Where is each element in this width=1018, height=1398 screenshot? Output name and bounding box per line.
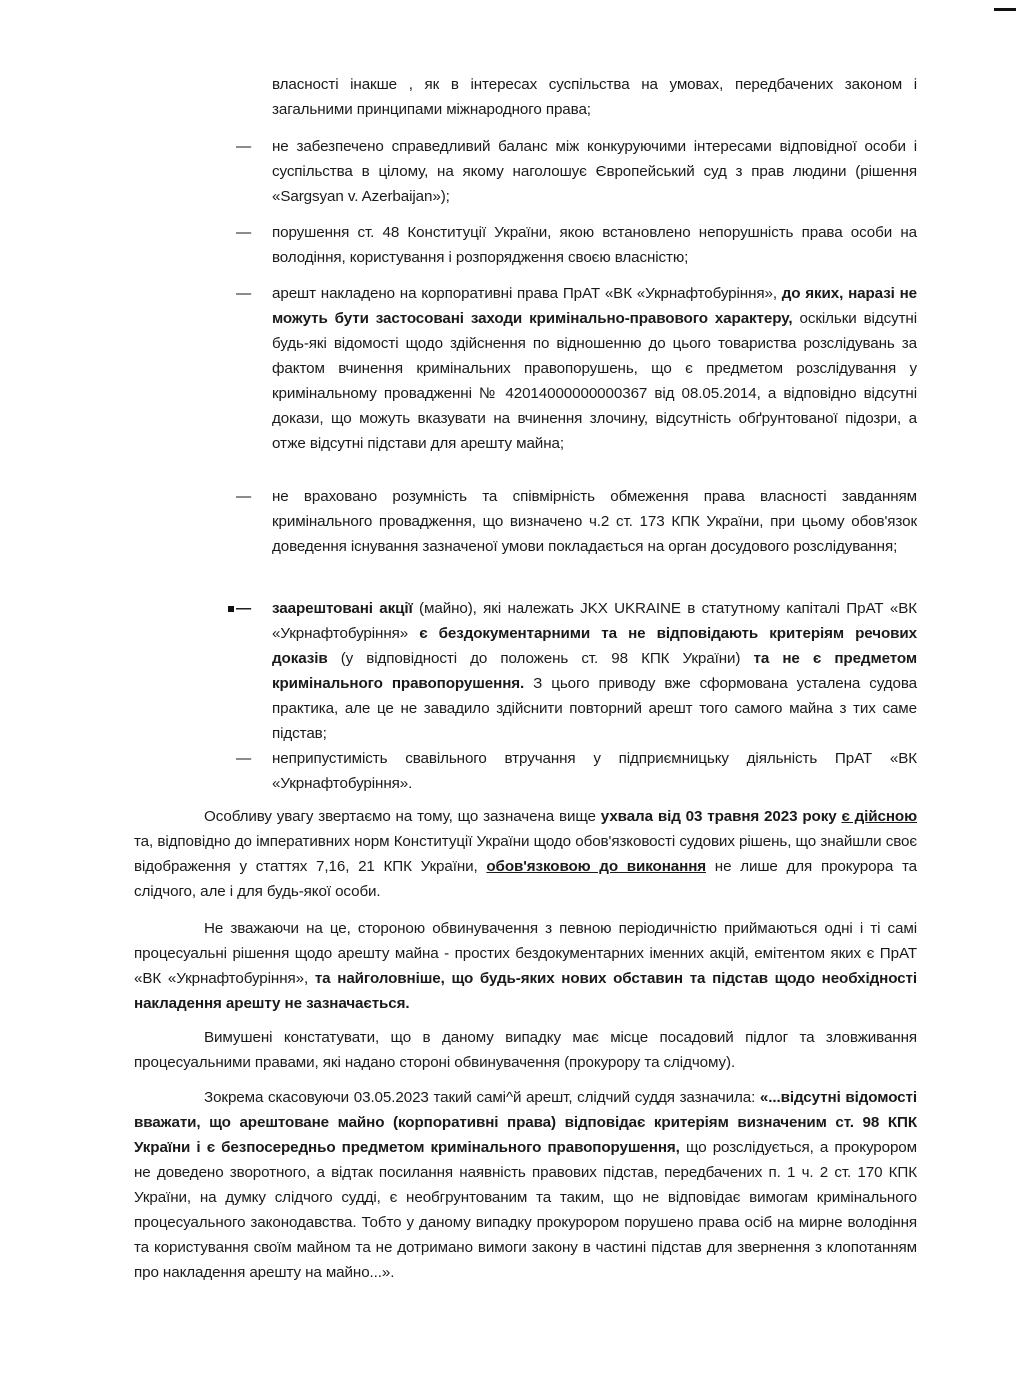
dash-bullet-icon: — bbox=[236, 600, 252, 617]
list-item-text: З цього приводу вже сформована усталена судова практика, але це не завадило здійснити повторний арешт того самого майна з тих саме підстав; bbox=[272, 675, 917, 742]
dash-bullet-icon: — bbox=[236, 224, 252, 241]
paragraph-bold: ухвала від 03 травня 2023 року bbox=[600, 808, 842, 825]
list-item-text: порушення ст. 48 Конституції України, якою встановлено непорушність права особи на володіння, користування і розпорядження своєю власністю; bbox=[272, 224, 917, 266]
dash-bullet-icon: — bbox=[236, 285, 252, 302]
list-item bbox=[236, 746, 917, 796]
list-item-text: оскільки відсутні будь-які відомості щодо здійснення по відношенню до цього товариства розслідувань за фактом вчинення кримінальних правопорушень, що є предметом розслідування у кримінальному провадженні № 42014000000000367 від 08.05.2014, а відповідно відсутні докази, що можуть вказувати на вчинення злочину, відсутність обґрунтованої підозри, а отже відсутні підстави для арешту майна; bbox=[272, 310, 917, 452]
square-mark-icon bbox=[228, 606, 234, 612]
paragraph-underline: обов'язковою до виконання bbox=[486, 858, 707, 875]
continuation-text: власності інакше , як в інтересах суспільства на умовах, передбачених законом і загальними принципами міжнародного права; bbox=[272, 76, 917, 118]
paragraph-text: та, відповідно до імперативних норм Конституції України щодо обов'язковості судових рішень, що знайшли своє відображення у статтях 7,16, 21 КПК України, bbox=[134, 833, 917, 875]
body-paragraph bbox=[134, 916, 917, 1016]
paragraph-text: Зокрема скасовуючи 03.05.2023 такий самі^й арешт, слідчий суддя зазначила: bbox=[204, 1089, 760, 1106]
paragraph-text: що розслідується, а прокурором не доведено зворотного, а відтак посилання наявність правових підстав, передбачених п. 1 ч. 2 ст. 170 КПК України, на думку слідчого судді, є необгрунтованим та таким, що не відповідає вимогам кримінального процесуального законодавства. Тобто у даному випадку прокурором порушено права осіб на мирне володіння та користування своїм майном та не дотримано вимоги закону в частині підстав для звернення з клопотанням про накладення арешту на майно...». bbox=[134, 1139, 917, 1281]
dash-bullet-icon: — bbox=[236, 138, 252, 155]
list-item-bold: до яких, наразі не можуть бути застосовані заходи кримінально-правового характеру, bbox=[272, 285, 917, 327]
dash-bullet-icon: — bbox=[236, 488, 252, 505]
list-item-bold: заарештовані акції bbox=[272, 600, 413, 617]
list-item-text: арешт накладено на корпоративні права ПрАТ «ВК «Укрнафтобуріння», bbox=[272, 285, 782, 302]
list-item-text: (майно), які належать JKX UKRAINE в статутному капіталі ПрАТ «ВК «Укрнафтобуріння» bbox=[272, 600, 917, 642]
paragraph-text: Не зважаючи на це, стороною обвинувачення з певною періодичністю приймаються одні і ті самі процесуальні рішення щодо арешту майна - простих бездокументарних іменних акцій, емітентом яких є ПрАТ «ВК «Укрнафтобуріння», bbox=[134, 920, 917, 987]
body-paragraph bbox=[134, 804, 917, 904]
paragraph-bold: та найголовніше, що будь-яких нових обставин та підстав щодо необхідності накладення арешту не зазначається. bbox=[134, 970, 917, 1012]
paragraph-text: Вимушені констатувати, що в даному випадку має місце посадовий підлог та зловживання процесуальними правами, які надано стороні обвинувачення (прокурору та слідчому). bbox=[134, 1029, 917, 1071]
paragraph-bold: «...відсутні відомості вважати, що арештоване майно (корпоративні права) відповідає критеріям визначеним ст. 98 КПК України і є безпосередньо предметом кримінального правопорушення, bbox=[134, 1089, 917, 1156]
list-item bbox=[236, 596, 917, 746]
body-paragraph bbox=[134, 1025, 917, 1075]
list-item bbox=[236, 281, 917, 456]
list-item-text: неприпустимість свавільного втручання у підприємницьку діяльність ПрАТ «ВК «Укрнафтобуріння». bbox=[272, 750, 917, 792]
list-item bbox=[236, 484, 917, 559]
paragraph-underline: є дійсною bbox=[841, 808, 917, 825]
paragraph-text: не лише для прокурора та слідчого, але і для будь-якої особи. bbox=[134, 858, 917, 900]
scan-corner-mark bbox=[994, 8, 1016, 11]
dash-bullet-icon: — bbox=[236, 750, 252, 767]
paragraph-text: Особливу увагу звертаємо на тому, що зазначена вище bbox=[204, 808, 601, 825]
list-item bbox=[236, 134, 917, 209]
list-item-bold: та не є предметом кримінального правопорушення. bbox=[272, 650, 917, 692]
list-item-text: не забезпечено справедливий баланс між конкуруючими інтересами відповідної особи і суспільства в цілому, на якому наголошує Європейський суд з прав людини (рішення «Sargsyan v. Azerbaijan»); bbox=[272, 138, 917, 205]
list-item-text: не враховано розумність та співмірність обмеження права власності завданням кримінального провадження, що визначено ч.2 ст. 173 КПК України, при цьому обов'язок доведення існування зазначеної умови покладається на орган досудового розслідування; bbox=[272, 488, 917, 555]
list-item-text: (у відповідності до положень ст. 98 КПК України) bbox=[327, 650, 754, 667]
body-paragraph bbox=[134, 1085, 917, 1285]
list-item bbox=[236, 220, 917, 270]
list-item-bold: є бездокументарними та не відповідають критеріям речових доказів bbox=[272, 625, 917, 667]
